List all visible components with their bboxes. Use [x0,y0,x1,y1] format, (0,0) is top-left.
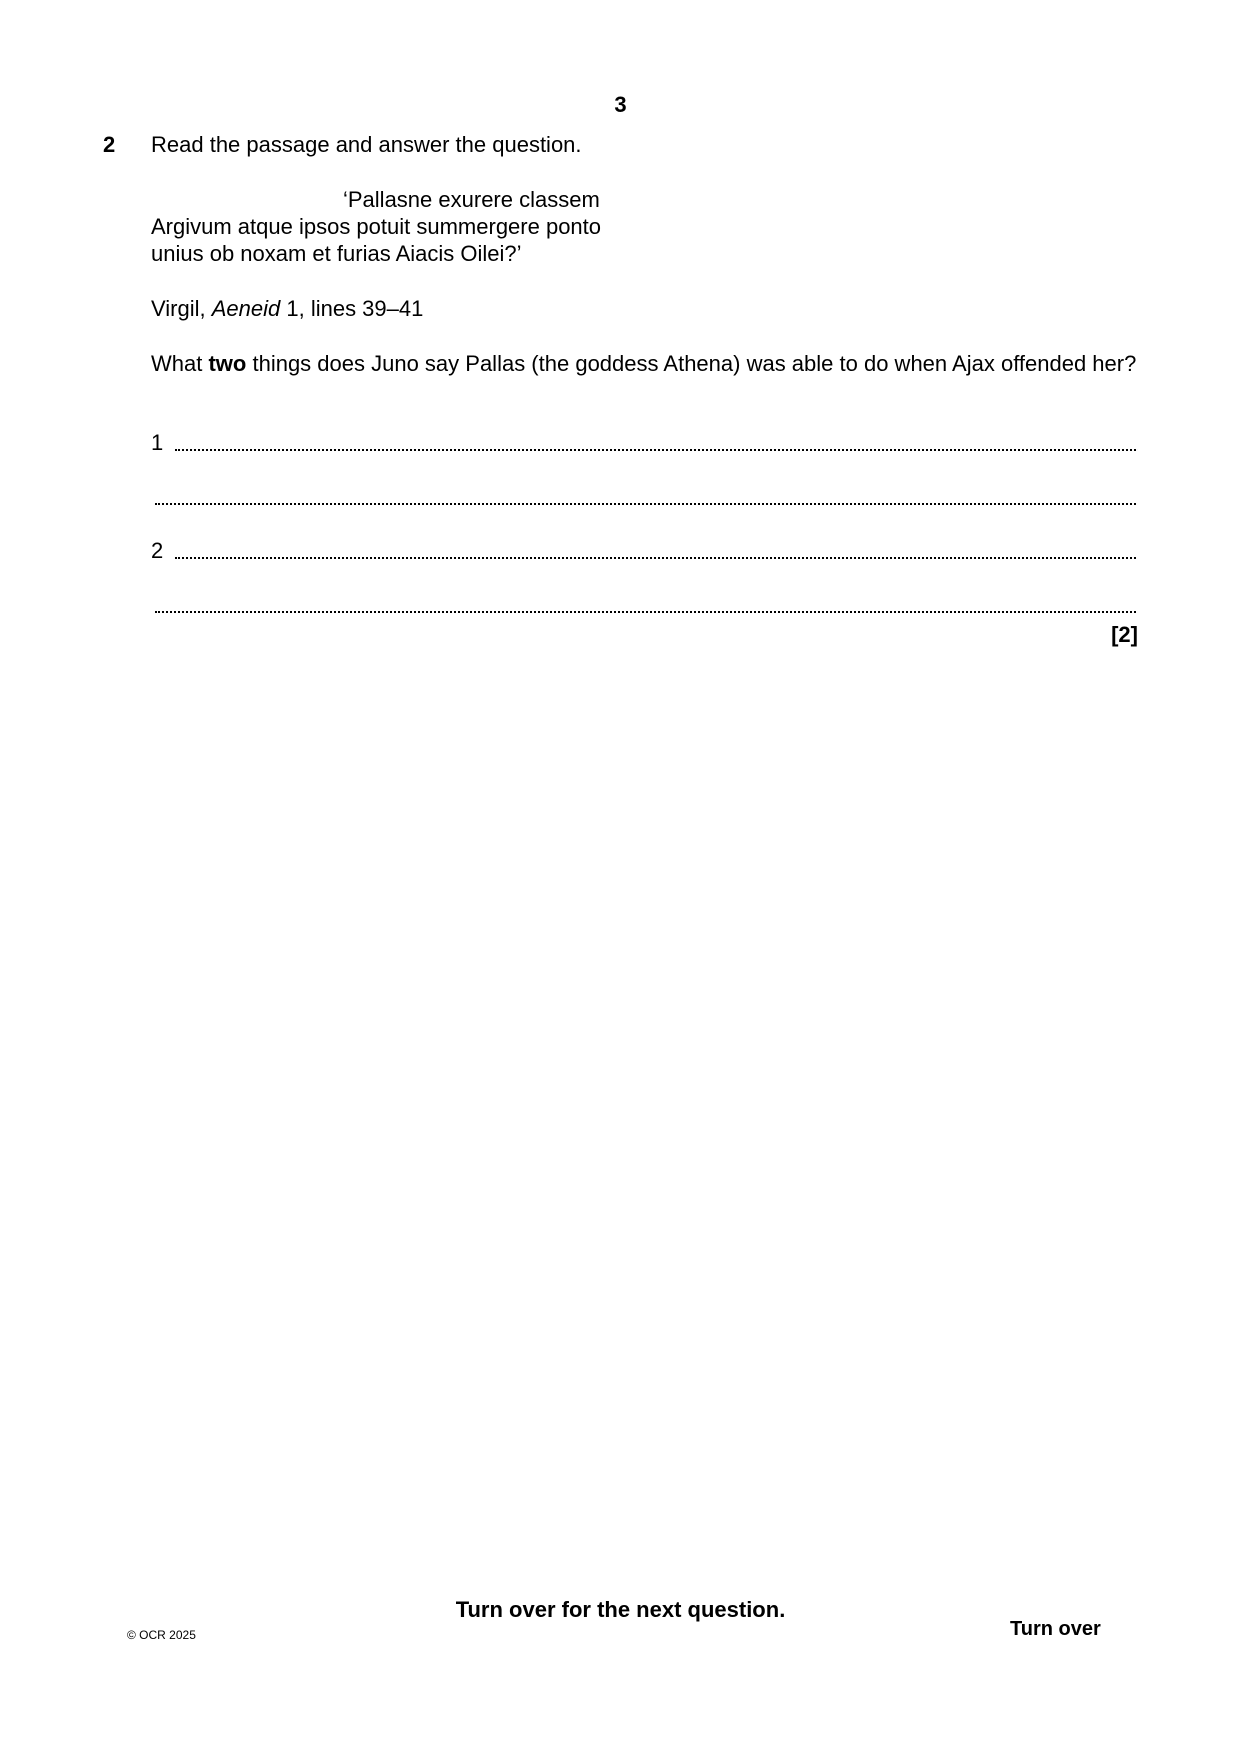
question-instruction: Read the passage and answer the question. [151,132,582,157]
dotted-line [155,611,1136,613]
question-number: 2 [103,132,116,157]
marks-allocation: [2] [1111,622,1138,647]
answer-line-2-continuation[interactable] [151,590,1136,618]
turn-over-label: Turn over [1010,1618,1101,1640]
latin-passage [151,186,601,267]
passage-line: Argivum atque ipsos potuit summergere ponto [151,214,602,239]
dotted-line [175,557,1136,559]
dotted-line [175,449,1136,451]
source-lines: 1, lines 39–41 [280,296,424,321]
question-text: What two things does Juno say Pallas (the goddess Athena) was able to do when Ajax offended her? [151,351,1137,376]
dotted-line [155,503,1136,505]
answer-line-1-continuation[interactable] [151,482,1136,510]
answer-label: 2 [151,538,164,563]
copyright-notice: © OCR 2025 [127,1628,196,1642]
passage-line: unius ob noxam et furias Aiacis Oilei?’ [151,241,522,266]
answer-label: 1 [151,430,164,455]
answer-line-1[interactable] [151,428,1136,456]
passage-line: ‘Pallasne exurere classem [343,187,600,212]
source-author: Virgil, [151,296,212,321]
page-number: 3 [614,92,627,117]
turn-over-next-question: Turn over for the next question. [455,1597,786,1622]
emphasis-word: two [208,351,247,376]
answer-line-2[interactable] [151,536,1136,564]
passage-source [151,296,423,322]
source-title: Aeneid [211,296,281,321]
